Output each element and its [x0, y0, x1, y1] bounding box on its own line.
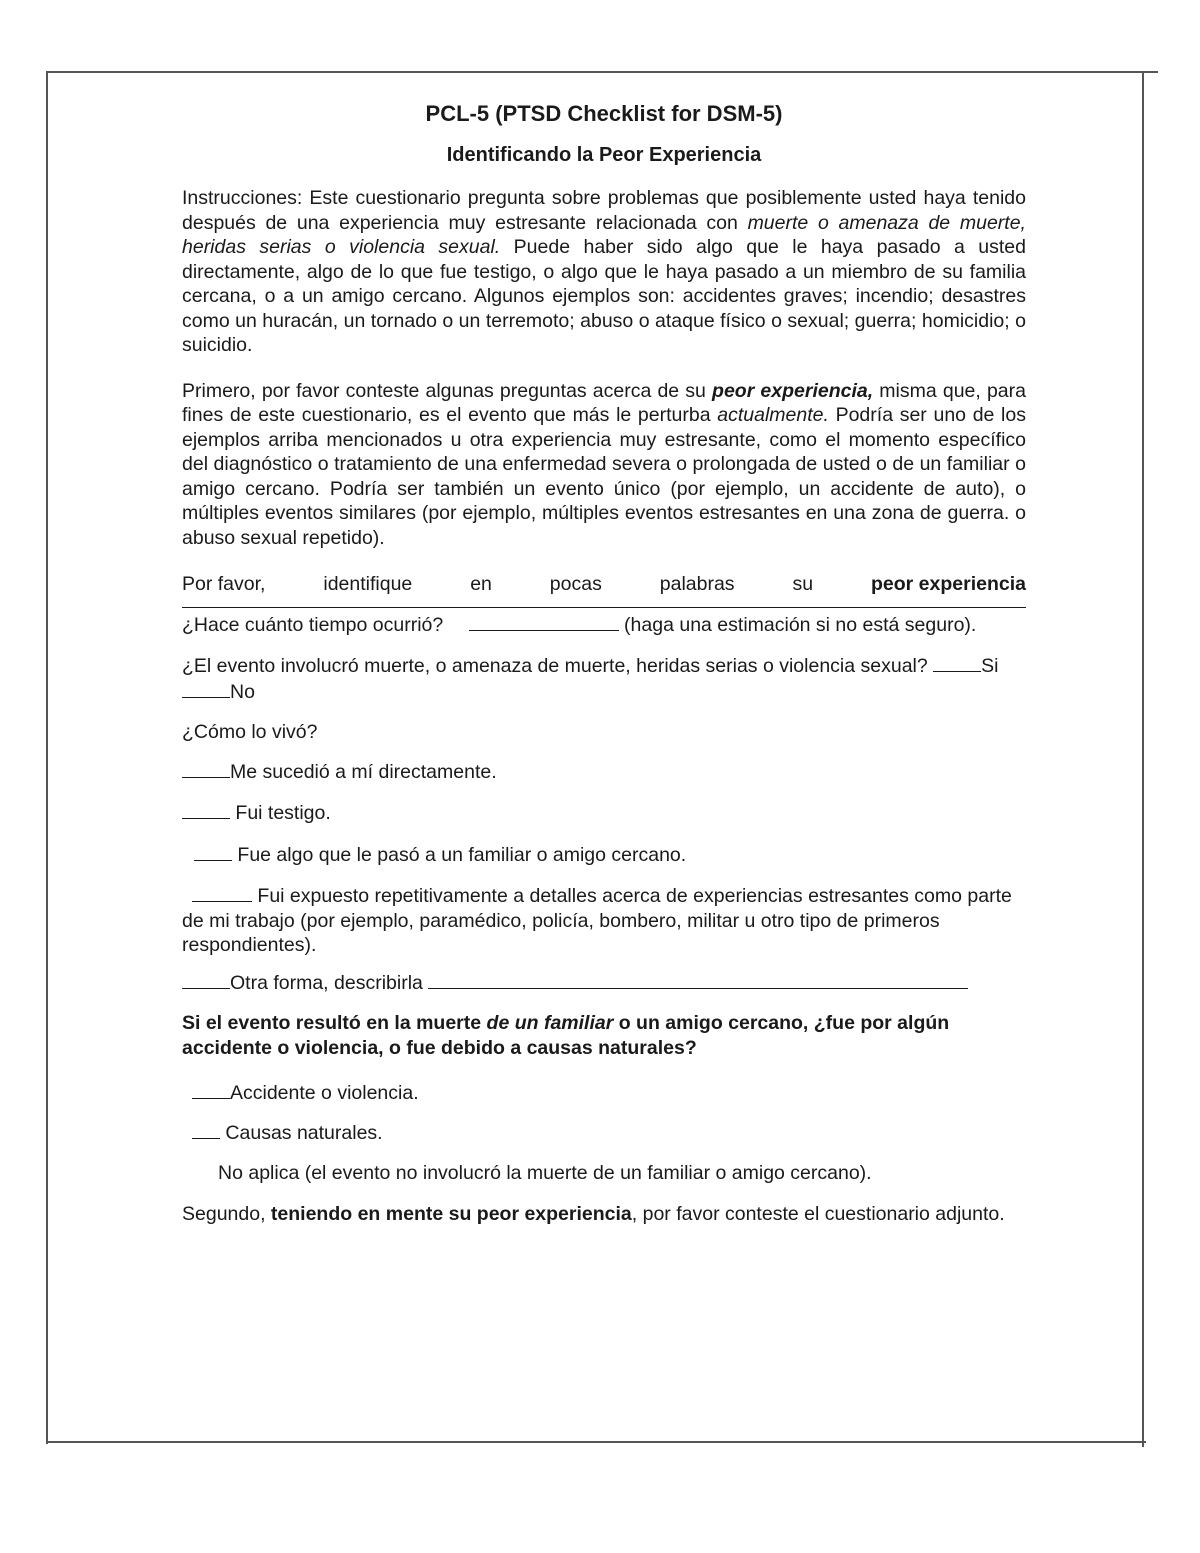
identify-word: palabras — [659, 573, 735, 595]
instructions-paragraph — [182, 186, 1026, 358]
death-not-applicable: No aplica (el evento no involucró la muerte de un familiar o amigo cercano). — [218, 1162, 872, 1184]
how-option-family — [182, 842, 1026, 868]
how-family-label: Fue algo que le pasó a un familiar o amigo cercano. — [232, 843, 687, 866]
involved-yes-blank[interactable] — [933, 653, 981, 672]
death-italic: de un familiar — [486, 1012, 614, 1034]
identify-bold: peor experiencia — [870, 573, 1026, 595]
how-direct-blank[interactable] — [182, 759, 230, 778]
identify-word: en — [470, 573, 492, 595]
death-option-accident — [182, 1080, 1026, 1106]
frame-bottom-border — [48, 1441, 1146, 1443]
form-content — [182, 100, 1026, 1226]
first-paragraph — [182, 379, 1026, 551]
first-text-2: misma que, para fines de este cuestionario, es el evento que más le perturba — [182, 379, 1026, 426]
how-direct-label: Me sucedió a mí directamente. — [230, 760, 497, 783]
when-blank[interactable] — [469, 612, 619, 631]
how-option-work — [182, 883, 1026, 958]
how-option-witness — [182, 800, 1026, 826]
identify-line — [182, 572, 1026, 597]
instructions-text-2: Puede haber sido algo que le haya pasado a usted directamente, algo de lo que fue testigo, o algo que le haya pasado a un miembro de su familia cercana, o a un amigo cercano. Algunos ejemplos son: accidentes graves; incendio; desastres como un huracán, un tornado o un terremoto; abuso o ataque físico o sexual; guerra; homicidio; o suicidio. — [182, 236, 1026, 356]
how-other-label: Otra forma, describirla — [230, 971, 423, 994]
how-work-blank[interactable] — [192, 883, 252, 902]
frame-left-border — [46, 71, 48, 1444]
involved-no-blank[interactable] — [182, 679, 230, 698]
when-question — [182, 612, 1026, 638]
first-italic: actualmente. — [717, 404, 829, 426]
involved-yes-label: Si — [981, 655, 999, 677]
how-family-blank[interactable] — [194, 842, 232, 861]
worst-experience-blank[interactable] — [182, 597, 1026, 608]
instructions-italic: muerte o amenaza de muerte, heridas serias o violencia sexual. — [182, 211, 1026, 258]
form-subtitle: Identificando la Peor Experiencia — [446, 144, 762, 166]
how-option-direct — [182, 759, 1026, 785]
form-title: PCL-5 (PTSD Checklist for DSM-5) — [425, 101, 783, 126]
first-text-3: Podría ser uno de los ejemplos arriba mencionados u otra experiencia muy estresante, como el momento específico del diagnóstico o tratamiento de una enfermedad severa o prolongada de usted o de un familiar o amigo cercano. Podría ser también un evento único (por ejemplo, un accidente de auto), o múltiples eventos similares (por ejemplo, múltiples eventos estresantes en una zona de guerra. o abuso sexual repetido). — [182, 404, 1026, 549]
instructions-text: Instrucciones: Este cuestionario pregunta sobre problemas que posiblemente usted haya tenido después de una experiencia muy estresante relacionada con — [182, 187, 1026, 234]
when-hint: (haga una estimación si no está seguro). — [618, 613, 977, 636]
second-text: Segundo, — [182, 1202, 271, 1225]
second-paragraph — [182, 1202, 1026, 1227]
how-option-other — [182, 970, 1026, 996]
identify-word: Por favor, — [182, 573, 266, 595]
involved-no-label: No — [230, 680, 255, 703]
frame-top-border — [46, 71, 1158, 73]
death-accident-blank[interactable] — [192, 1080, 230, 1099]
second-bold: teniendo en mente su peor experiencia — [270, 1202, 632, 1225]
death-natural-label: Causas naturales. — [220, 1121, 383, 1144]
death-question — [182, 1011, 1026, 1060]
when-text: ¿Hace cuánto tiempo ocurrió? — [182, 613, 444, 636]
death-accident-label: Accidente o violencia. — [230, 1082, 419, 1104]
death-natural-blank[interactable] — [192, 1120, 220, 1139]
involved-question — [182, 653, 1026, 704]
first-bold-italic: peor experiencia, — [712, 379, 874, 402]
second-text-2: , por favor conteste el cuestionario adjunto. — [631, 1202, 1005, 1225]
how-witness-label: Fui testigo. — [230, 802, 331, 824]
how-question: ¿Cómo lo vivó? — [182, 721, 318, 743]
involved-text: ¿El evento involucró muerte, o amenaza de muerte, heridas serias o violencia sexual? — [182, 655, 928, 677]
death-option-natural — [182, 1120, 1026, 1146]
how-other-describe-blank[interactable] — [428, 970, 968, 989]
identify-word: pocas — [549, 573, 602, 595]
identify-word: identifique — [323, 573, 413, 595]
death-text-2: o un amigo cercano, ¿fue por algún accidente o violencia, o fue debido a causas naturales? — [182, 1012, 950, 1059]
how-other-blank[interactable] — [182, 970, 230, 989]
frame-right-border — [1142, 71, 1144, 1447]
death-text: Si el evento resultó en la muerte — [182, 1012, 487, 1034]
how-witness-blank[interactable] — [182, 800, 230, 819]
identify-word: su — [792, 573, 814, 595]
how-work-label: Fui expuesto repetitivamente a detalles acerca de experiencias estresantes como parte de mi trabajo (por ejemplo, paramédico, policía, bombero, militar u otro tipo de primeros respondientes). — [182, 885, 1012, 956]
first-text: Primero, por favor conteste algunas preguntas acerca de su — [182, 379, 713, 402]
